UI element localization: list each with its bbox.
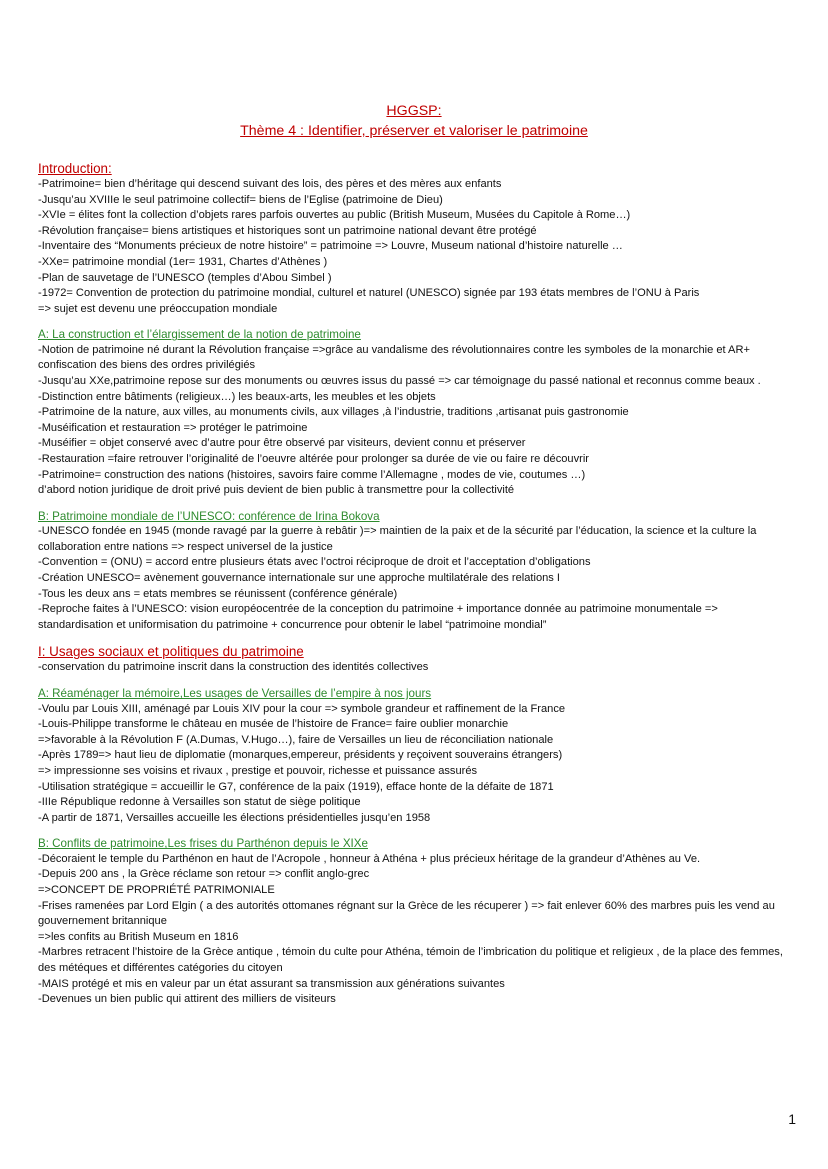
section-5: [38, 836, 788, 1007]
text-line: -Patrimoine= construction des nations (histoires, savoirs faire comme l’Allemagne , modes de vie, coutumes …): [38, 468, 586, 481]
text-line: -Inventaire des “Monuments précieux de notre histoire” = patrimoine => Louvre, Museum national d’histoire naturelle …: [38, 240, 623, 253]
text-line: -Jusqu’au XVIIIe le seul patrimoine collectif= biens de l’Eglise (patrimoine de Dieu): [38, 193, 443, 206]
section-2: [38, 509, 788, 634]
text-line: -Révolution française= biens artistiques et historiques sont un patrimoine national devant être protégé: [38, 224, 537, 237]
text-line: -Utilisation stratégique = accueillir le G7, conférence de la paix (1919), efface honte de la défaite de 1871: [38, 780, 554, 793]
text-line: -Muséification et restauration => protéger le patrimoine: [38, 421, 308, 434]
title-block: [0, 101, 828, 141]
text-line: -Muséifier = objet conservé avec d’autre pour être observé par visiteurs, devient connu et préserver: [38, 437, 526, 450]
text-line: => impressionne ses voisins et rivaux , prestige et pouvoir, richesse et puissance assurés: [38, 764, 478, 777]
text-line: -Frises ramenées par Lord Elgin ( a des autorités ottomanes régnant sur la Grèce de les récuperer ) => fait enlever 60% des marbres puis les vend au gouvernement britannique: [38, 899, 775, 928]
text-line: -Convention = (ONU) = accord entre plusieurs états avec l’octroi réciproque de droit et l’acceptation d’obligations: [38, 556, 591, 569]
section-heading: Introduction:: [38, 161, 112, 176]
section-4: [38, 686, 788, 826]
section-heading: A: Réaménager la mémoire,Les usages de Versailles de l’empire à nos jours: [38, 687, 432, 701]
text-line: -Louis-Philippe transforme le château en musée de l’histoire de France= faire oublier monarchie: [38, 718, 509, 731]
text-line: -Plan de sauvetage de l’UNESCO (temples d’Abou Simbel ): [38, 271, 332, 284]
text-line: =>les confits au British Museum en 1816: [38, 930, 239, 943]
text-line: -Notion de patrimoine né durant la Révolution française =>grâce au vandalisme des révolutionnaires contre les symboles de la monarchie et AR+ confiscation des biens des ordres privilégiés: [38, 343, 750, 372]
text-line: -Patrimoine de la nature, aux villes, au monuments civils, aux villages ,à l’industrie, traditions ,artisanat puis gastronomie: [38, 406, 629, 419]
text-line: -Depuis 200 ans , la Grèce réclame son retour => conflit anglo-grec: [38, 868, 370, 881]
text-line: -Marbres retracent l’histoire de la Grèce antique , témoin du culte pour Athéna, témoin de l’imbrication du politique et religieux , de la place des femmes, des météques et différentes catégories du citoyen: [38, 946, 783, 974]
text-line: -Tous les deux ans = etats membres se réunissent (conférence générale): [38, 587, 398, 600]
text-line: -Jusqu’au XXe,patrimoine repose sur des monuments ou œuvres issus du passé => car témoignage du passé national et reconnus comme beaux .: [38, 375, 761, 388]
text-line: -UNESCO fondée en 1945 (monde ravagé par la guerre à rebâtir )=> maintien de la paix et de la sécurité par l’éducation, la science et la culture la collaboration entre nations => respect universel de la justice: [38, 525, 757, 553]
document-title: HGGSP:: [386, 103, 442, 119]
section-heading: I: Usages sociaux et politiques du patrimoine: [38, 644, 304, 660]
text-line: -Création UNESCO= avènement gouvernance internationale sur une approche multilatérale des relations I: [38, 572, 561, 585]
text-line: -Devenues un bien public qui attirent des milliers de visiteurs: [38, 993, 336, 1006]
text-line: -Reproche faites à l’UNESCO: vision européocentrée de la conception du patrimoine + importance donnée au patrimoine monumentale => standardisation et uniformisation du patrimoine + concurrence pour obtenir le label “patrimoine mondial”: [38, 603, 718, 631]
document-subtitle: Thème 4 : Identifier, préserver et valoriser le patrimoine: [240, 123, 588, 139]
text-line: -Patrimoine= bien d’héritage qui descend suivant des lois, des pères et des mères aux enfants: [38, 178, 502, 190]
section-1: [38, 327, 788, 498]
text-line: =>CONCEPT DE PROPRIÉTÉ PATRIMONIALE: [38, 883, 275, 896]
text-line: d’abord notion juridique de droit privé puis devient de bien public à transmettre pour la collectivité: [38, 484, 515, 497]
text-line: -IIIe République redonne à Versailles son statut de siège politique: [38, 796, 361, 809]
page-number: 1: [788, 1111, 796, 1127]
section-0: [38, 160, 788, 317]
text-line: -MAIS protégé et mis en valeur par un état assurant sa transmission aux générations suivantes: [38, 977, 505, 990]
section-3: [38, 643, 788, 676]
text-line: =>favorable à la Révolution F (A.Dumas, V.Hugo…), faire de Versailles un lieu de réconciliation nationale: [38, 733, 554, 746]
text-line: -Voulu par Louis XIII, aménagé par Louis XIV pour la cour => symbole grandeur et raffinement de la France: [38, 702, 566, 715]
text-line: -XXe= patrimoine mondial (1er= 1931, Chartes d’Athènes ): [38, 255, 328, 268]
text-line: -XVIe = élites font la collection d’objets rares parfois ouvertes au public (British Museum, Musées du Capitole à Rome…): [38, 209, 631, 222]
text-line: -Après 1789=> haut lieu de diplomatie (monarques,empereur, présidents y reçoivent souverains étrangers): [38, 749, 563, 762]
text-line: => sujet est devenu une préoccupation mondiale: [38, 302, 278, 315]
text-line: -Restauration =faire retrouver l’originalité de l’oeuvre altérée pour prolonger sa durée de vie ou faire re découvrir: [38, 453, 589, 465]
text-line: -1972= Convention de protection du patrimoine mondial, culturel et naturel (UNESCO) signée par 193 états membres de l’ONU à Paris: [38, 287, 700, 300]
section-heading: B: Patrimoine mondiale de l’UNESCO: conférence de Irina Bokova: [38, 509, 380, 523]
text-line: -Décoraient le temple du Parthénon en haut de l’Acropole , honneur à Athéna + plus précieux héritage de la grandeur d’Athènes au Ve.: [38, 852, 701, 865]
section-heading: A: La construction et l’élargissement de la notion de patrimoine: [38, 328, 361, 342]
document-body: [38, 160, 788, 1018]
text-line: -conservation du patrimoine inscrit dans la construction des identités collectives: [38, 661, 429, 674]
text-line: -Distinction entre bâtiments (religieux…) les beaux-arts, les meubles et les objets: [38, 390, 436, 403]
section-heading: B: Conflits de patrimoine,Les frises du Parthénon depuis le XIXe: [38, 837, 368, 851]
text-line: -A partir de 1871, Versailles accueille les élections présidentielles jusqu’en 1958: [38, 811, 431, 824]
